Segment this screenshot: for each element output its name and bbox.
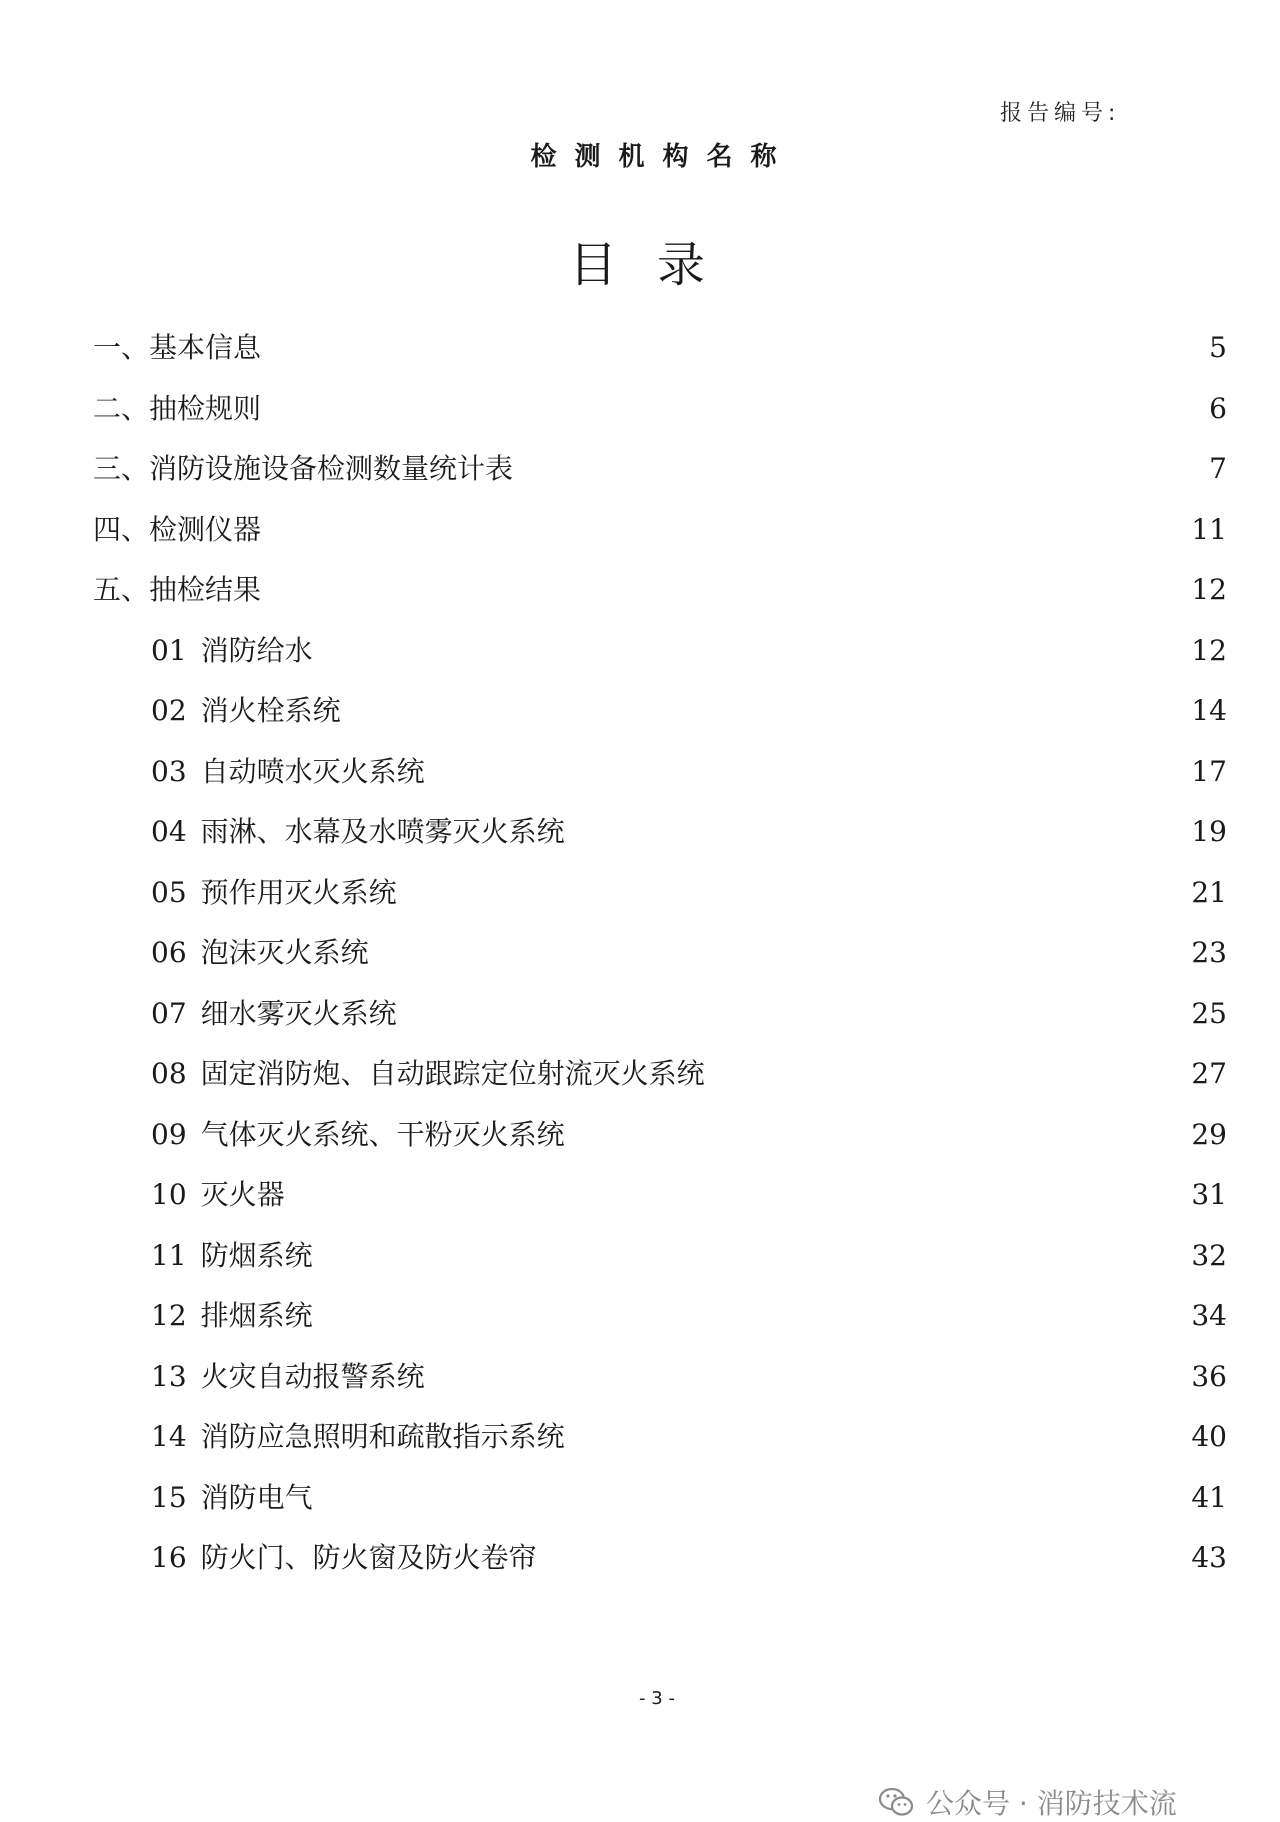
- toc-sub-entry-page: 17: [1191, 754, 1227, 788]
- toc-sub-entry-label: [151, 1413, 565, 1461]
- toc-sub-entry-number: 14: [151, 1420, 187, 1453]
- toc-sub-entry-page: 40: [1191, 1420, 1227, 1453]
- toc-sub-entry-label: [151, 869, 397, 917]
- page-number: - 3 -: [639, 1688, 675, 1709]
- table-of-contents: [93, 324, 1227, 1595]
- toc-sub-entry-text: 防火门、防火窗及防火卷帘: [200, 1541, 537, 1574]
- toc-sub-entry-text: 火灾自动报警系统: [200, 1359, 425, 1393]
- toc-sub-entry[interactable]: [93, 627, 1227, 688]
- toc-sub-entry[interactable]: [93, 869, 1227, 930]
- toc-entry-label: 四、检测仪器: [93, 512, 262, 546]
- toc-entry-page: 6: [1209, 391, 1227, 425]
- toc-sub-entry-page: 31: [1191, 1178, 1227, 1211]
- toc-sub-entry-text: 泡沫灭火系统: [200, 936, 369, 969]
- toc-entry-label: 五、抽检结果: [93, 573, 262, 606]
- toc-sub-entry-label: [151, 1353, 425, 1401]
- toc-sub-entry-text: 消火栓系统: [200, 694, 341, 727]
- toc-sub-entry[interactable]: [93, 1111, 1227, 1172]
- toc-sub-entry-page: 27: [1191, 1057, 1227, 1090]
- toc-entry-label: 二、抽检规则: [93, 391, 262, 425]
- toc-sub-entry-text: 固定消防炮、自动跟踪定位射流灭火系统: [200, 1057, 705, 1090]
- toc-entry[interactable]: [93, 385, 1227, 446]
- toc-entry[interactable]: [93, 566, 1227, 627]
- toc-sub-entry[interactable]: [93, 687, 1227, 748]
- toc-sub-entry-page: 21: [1191, 875, 1227, 909]
- toc-sub-entry-page: 41: [1191, 1480, 1227, 1514]
- toc-sub-entry[interactable]: [93, 748, 1227, 809]
- toc-sub-entry[interactable]: [93, 1413, 1227, 1474]
- toc-sub-entry-label: [151, 687, 341, 735]
- toc-sub-entry-page: 29: [1191, 1117, 1227, 1151]
- toc-sub-entry-page: 36: [1191, 1359, 1227, 1393]
- wechat-icon: [878, 1786, 914, 1818]
- toc-sub-entry-page: 19: [1191, 815, 1227, 848]
- toc-sub-entry-label: [151, 929, 369, 977]
- toc-entry-label: 三、消防设施设备检测数量统计表: [93, 452, 514, 485]
- toc-entry-label: 一、基本信息: [93, 331, 262, 364]
- toc-sub-entry[interactable]: [93, 929, 1227, 990]
- toc-sub-entry-text: 预作用灭火系统: [200, 875, 397, 909]
- toc-sub-entry-label: [151, 1292, 313, 1340]
- toc-sub-entry-page: 14: [1191, 694, 1227, 727]
- toc-sub-entry[interactable]: [93, 990, 1227, 1051]
- toc-sub-entry-number: 10: [151, 1178, 187, 1211]
- toc-sub-entry-text: 消防电气: [200, 1480, 313, 1514]
- toc-entry-page: 11: [1191, 512, 1227, 546]
- toc-sub-entry-label: [151, 808, 565, 856]
- toc-sub-entry-number: 16: [151, 1541, 187, 1574]
- toc-sub-entry-text: 细水雾灭火系统: [200, 996, 397, 1030]
- watermark: [878, 1782, 1177, 1822]
- toc-sub-entry-text: 雨淋、水幕及水喷雾灭火系统: [200, 815, 565, 848]
- toc-sub-entry-label: [151, 1171, 285, 1219]
- toc-sub-entry[interactable]: [93, 1474, 1227, 1535]
- toc-entry[interactable]: [93, 506, 1227, 567]
- toc-sub-entry-text: 防烟系统: [200, 1238, 313, 1272]
- toc-sub-entry-number: 02: [151, 694, 187, 727]
- toc-sub-entry-text: 消防给水: [200, 633, 313, 667]
- toc-sub-entry-label: [151, 1050, 705, 1098]
- toc-sub-entry[interactable]: [93, 1292, 1227, 1353]
- report-number-label: 报告编号:: [1000, 101, 1121, 126]
- toc-sub-entry-page: 43: [1191, 1541, 1227, 1574]
- toc-sub-entry-label: [151, 1534, 537, 1582]
- toc-sub-entry-number: 03: [151, 754, 187, 788]
- toc-sub-entry-label: [151, 748, 425, 796]
- toc-sub-entry-page: 25: [1191, 996, 1227, 1030]
- toc-title: 目录: [568, 237, 745, 293]
- organization-name: 检测机构名称: [530, 142, 795, 172]
- watermark-text: 公众号 · 消防技术流: [926, 1787, 1177, 1820]
- toc-sub-entry-text: 灭火器: [200, 1178, 285, 1211]
- toc-sub-entry-text: 气体灭火系统、干粉灭火系统: [200, 1117, 565, 1151]
- toc-entry[interactable]: [93, 445, 1227, 506]
- toc-sub-entry-number: 13: [151, 1359, 187, 1393]
- toc-sub-entry-page: 32: [1191, 1238, 1227, 1272]
- toc-sub-entry[interactable]: [93, 1353, 1227, 1414]
- toc-sub-entry-number: 09: [151, 1117, 187, 1151]
- toc-entry-page: 5: [1209, 331, 1227, 364]
- toc-sub-entry-number: 07: [151, 996, 187, 1030]
- toc-sub-entry-label: [151, 1232, 313, 1280]
- toc-sub-entry[interactable]: [93, 1171, 1227, 1232]
- toc-sub-entry-number: 12: [151, 1299, 187, 1332]
- toc-sub-entry-label: [151, 990, 397, 1038]
- toc-sub-entry-text: 消防应急照明和疏散指示系统: [200, 1420, 565, 1453]
- toc-sub-entry-label: [151, 1474, 313, 1522]
- toc-sub-entry-number: 04: [151, 815, 187, 848]
- toc-sub-entry-page: 34: [1191, 1299, 1227, 1332]
- toc-sub-entry-label: [151, 1111, 565, 1159]
- toc-entry[interactable]: [93, 324, 1227, 385]
- toc-sub-entry-number: 08: [151, 1057, 187, 1090]
- toc-sub-entry[interactable]: [93, 1534, 1227, 1595]
- toc-sub-entry-number: 15: [151, 1480, 187, 1514]
- toc-entry-page: 7: [1209, 452, 1227, 485]
- toc-sub-entry[interactable]: [93, 808, 1227, 869]
- toc-sub-entry-number: 01: [151, 633, 187, 667]
- toc-sub-entry-page: 23: [1191, 936, 1227, 969]
- toc-sub-entry-text: 自动喷水灭火系统: [200, 754, 425, 788]
- toc-sub-entry-page: 12: [1191, 633, 1227, 667]
- toc-sub-entry-number: 11: [151, 1238, 187, 1272]
- toc-entry-page: 12: [1191, 573, 1227, 606]
- toc-sub-entry-label: [151, 627, 313, 675]
- toc-sub-entry-number: 05: [151, 875, 187, 909]
- toc-sub-entry-number: 06: [151, 936, 187, 969]
- toc-sub-entry-text: 排烟系统: [200, 1299, 313, 1332]
- toc-sub-entry[interactable]: [93, 1232, 1227, 1293]
- toc-sub-entry[interactable]: [93, 1050, 1227, 1111]
